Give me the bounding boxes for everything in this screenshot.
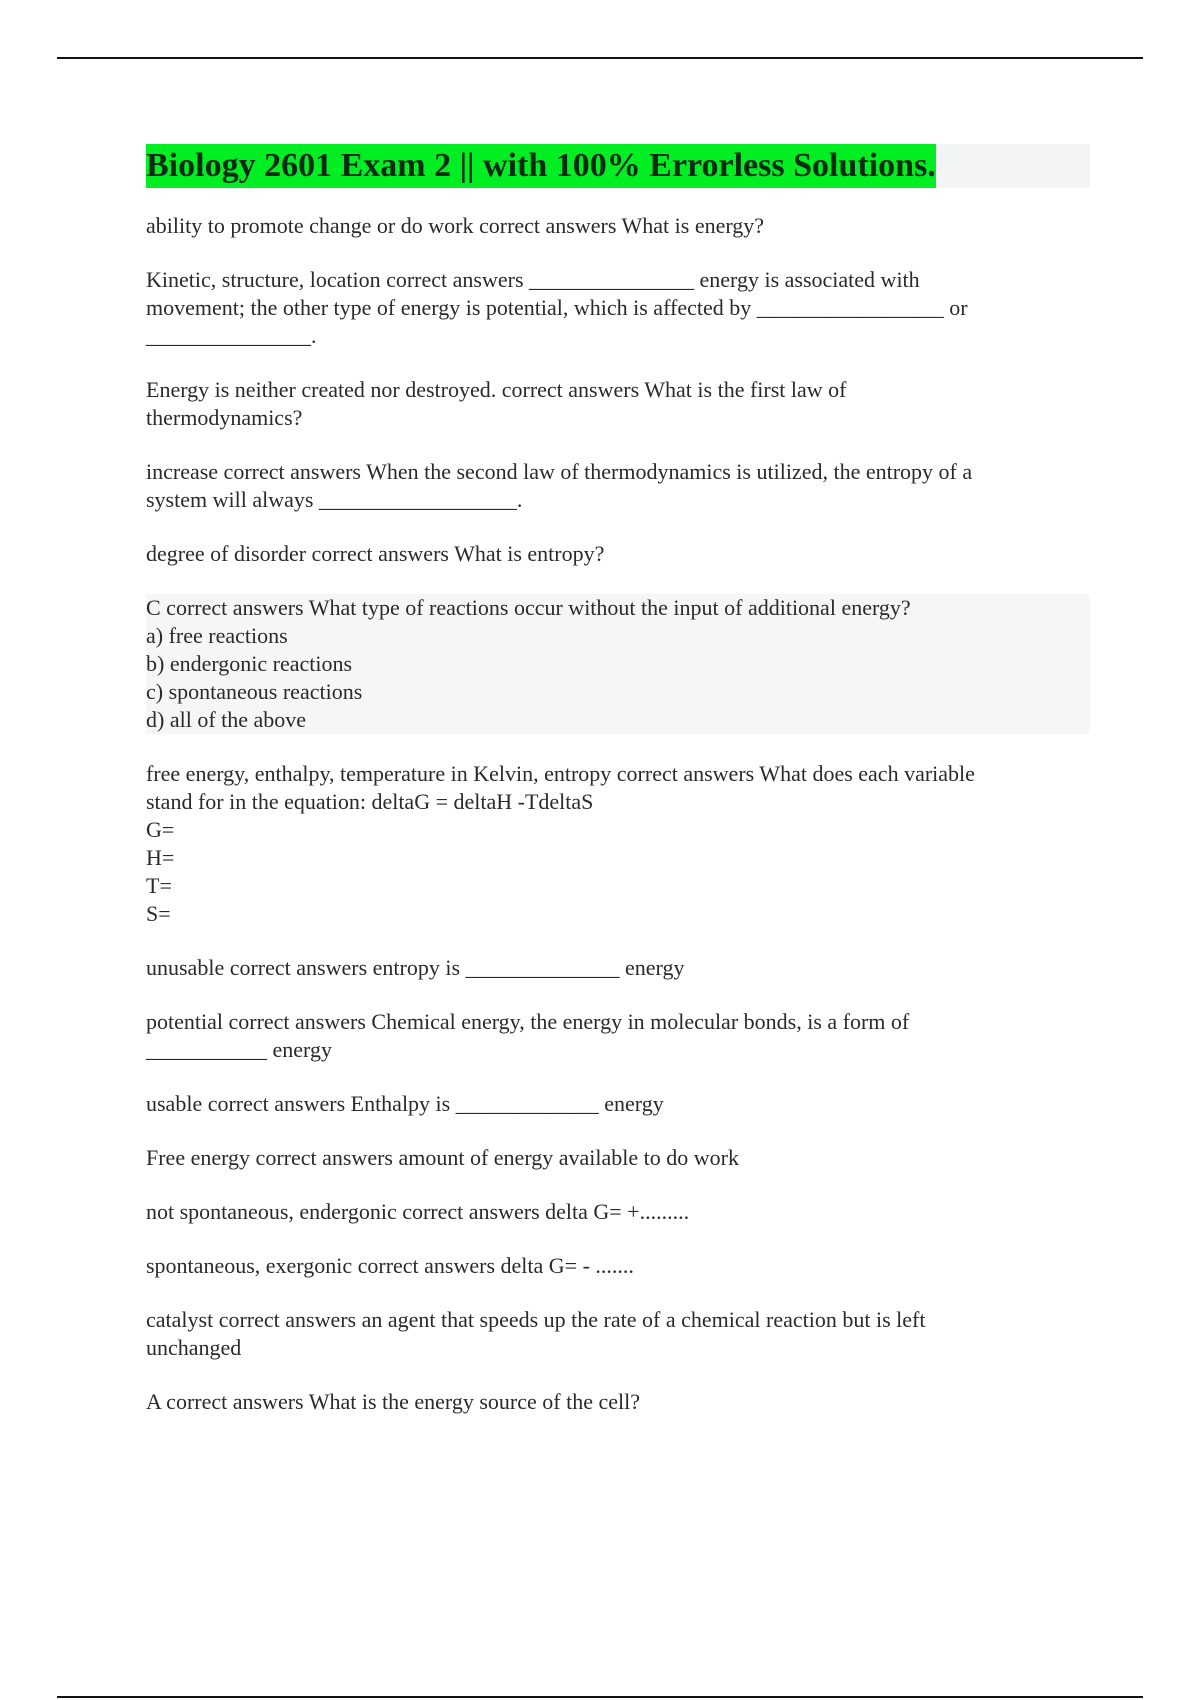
qa-line: not spontaneous, endergonic correct answers delta G= +......... <box>146 1199 690 1224</box>
qa-item <box>146 1252 1090 1280</box>
document-body <box>146 144 1090 1442</box>
qa-item <box>146 212 1090 240</box>
qa-item <box>146 1144 1090 1172</box>
qa-line: movement; the other type of energy is potential, which is affected by _________________ or <box>146 295 968 320</box>
qa-item <box>146 458 1090 514</box>
title-bar <box>146 144 1090 188</box>
page-title: Biology 2601 Exam 2 || with 100% Errorless Solutions. <box>146 144 936 188</box>
qa-item <box>146 594 1090 734</box>
qa-line: _______________. <box>146 323 317 348</box>
qa-line: S= <box>146 901 171 926</box>
qa-line: unusable correct answers entropy is ______________ energy <box>146 955 685 980</box>
qa-line: spontaneous, exergonic correct answers delta G= - ....... <box>146 1253 634 1278</box>
qa-item <box>146 1008 1090 1064</box>
qa-line: stand for in the equation: deltaG = deltaH -TdeltaS <box>146 789 594 814</box>
qa-item <box>146 1306 1090 1362</box>
qa-line: system will always __________________. <box>146 487 523 512</box>
qa-line: A correct answers What is the energy source of the cell? <box>146 1389 640 1414</box>
qa-item <box>146 1198 1090 1226</box>
footer-rule <box>57 1696 1143 1698</box>
qa-line: thermodynamics? <box>146 405 303 430</box>
qa-item <box>146 266 1090 350</box>
qa-line: free energy, enthalpy, temperature in Kelvin, entropy correct answers What does each variable <box>146 761 975 786</box>
qa-item <box>146 954 1090 982</box>
qa-option: b) endergonic reactions <box>146 651 353 676</box>
qa-item <box>146 1388 1090 1416</box>
qa-line: ___________ energy <box>146 1037 332 1062</box>
header-rule <box>57 57 1143 59</box>
qa-line: ability to promote change or do work correct answers What is energy? <box>146 213 765 238</box>
qa-option: a) free reactions <box>146 623 288 648</box>
qa-option: c) spontaneous reactions <box>146 679 363 704</box>
qa-item <box>146 376 1090 432</box>
qa-item <box>146 1090 1090 1118</box>
qa-line: H= <box>146 845 175 870</box>
qa-line: increase correct answers When the second law of thermodynamics is utilized, the entropy of a <box>146 459 973 484</box>
qa-line: G= <box>146 817 175 842</box>
qa-option: d) all of the above <box>146 707 307 732</box>
qa-line: potential correct answers Chemical energy, the energy in molecular bonds, is a form of <box>146 1009 910 1034</box>
qa-line: degree of disorder correct answers What is entropy? <box>146 541 605 566</box>
qa-item <box>146 540 1090 568</box>
qa-line: Free energy correct answers amount of energy available to do work <box>146 1145 739 1170</box>
qa-item <box>146 760 1090 928</box>
qa-line: C correct answers What type of reactions occur without the input of additional energy? <box>146 595 911 620</box>
qa-line: catalyst correct answers an agent that speeds up the rate of a chemical reaction but is left <box>146 1307 926 1332</box>
qa-line: unchanged <box>146 1335 242 1360</box>
qa-line: usable correct answers Enthalpy is _____________ energy <box>146 1091 664 1116</box>
qa-line: T= <box>146 873 172 898</box>
qa-line: Kinetic, structure, location correct answers _______________ energy is associated with <box>146 267 920 292</box>
qa-line: Energy is neither created nor destroyed. correct answers What is the first law of <box>146 377 847 402</box>
